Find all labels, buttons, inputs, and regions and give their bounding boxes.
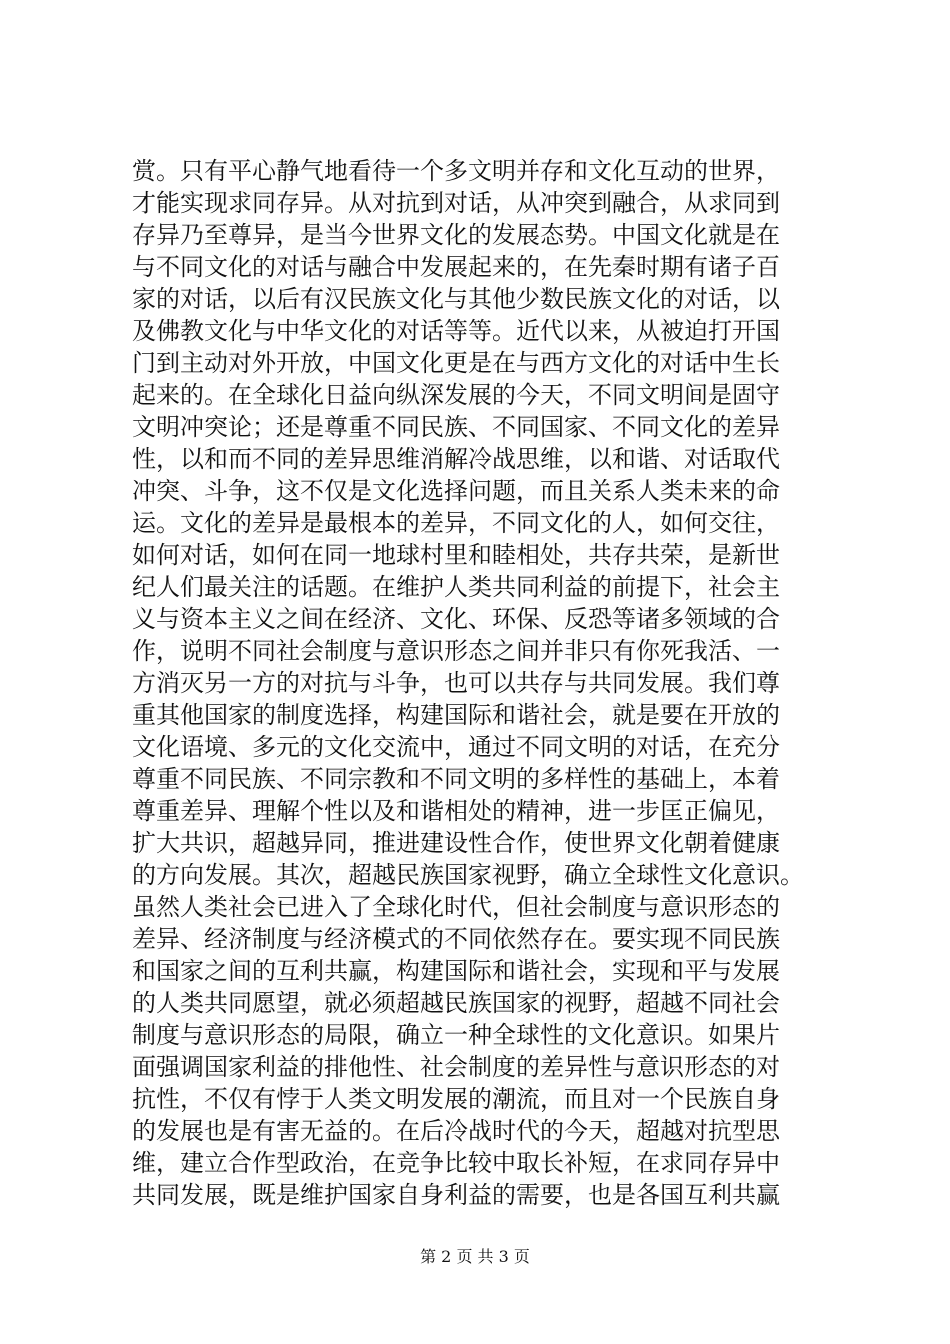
text-line: 性，以和而不同的差异思维消解冷战思维，以和谐、对话取代	[132, 445, 780, 473]
text-line: 方消灭另一方的对抗与斗争，也可以共存与共同发展。我们尊	[132, 669, 780, 697]
text-line: 与不同文化的对话与融合中发展起来的，在先秦时期有诸子百	[132, 253, 780, 281]
text-line: 和国家之间的互利共赢，构建国际和谐社会，实现和平与发展	[132, 957, 780, 985]
text-line: 运。文化的差异是最根本的差异，不同文化的人，如何交往，	[132, 509, 780, 537]
text-line: 文明冲突论；还是尊重不同民族、不同国家、不同文化的差异	[132, 413, 780, 441]
text-line: 的人类共同愿望，就必须超越民族国家的视野，超越不同社会	[132, 989, 780, 1017]
text-line: 如何对话，如何在同一地球村里和睦相处，共存共荣，是新世	[132, 541, 780, 569]
text-line: 尊重差异、理解个性以及和谐相处的精神，进一步匡正偏见，	[132, 797, 780, 825]
text-line: 家的对话，以后有汉民族文化与其他少数民族文化的对话，以	[132, 285, 780, 313]
text-line: 的方向发展。其次，超越民族国家视野，确立全球性文化意识。	[132, 861, 804, 889]
text-line: 的发展也是有害无益的。在后冷战时代的今天，超越对抗型思	[132, 1117, 780, 1145]
text-line: 抗性，不仅有悖于人类文明发展的潮流，而且对一个民族自身	[132, 1085, 780, 1113]
text-line: 重其他国家的制度选择，构建国际和谐社会，就是要在开放的	[132, 701, 780, 729]
text-line: 纪人们最关注的话题。在维护人类共同利益的前提下，社会主	[132, 573, 780, 601]
text-line: 冲突、斗争，这不仅是文化选择问题，而且关系人类未来的命	[132, 477, 780, 505]
text-line: 文化语境、多元的文化交流中，通过不同文明的对话，在充分	[132, 733, 780, 761]
text-line: 才能实现求同存异。从对抗到对话，从冲突到融合，从求同到	[132, 189, 780, 217]
text-line: 作，说明不同社会制度与意识形态之间并非只有你死我活、一	[132, 637, 780, 665]
page-footer: 第 2 页 共 3 页	[420, 1247, 530, 1266]
text-line: 差异、经济制度与经济模式的不同依然存在。要实现不同民族	[132, 925, 780, 953]
text-line: 共同发展，既是维护国家自身利益的需要，也是各国互利共赢	[132, 1181, 780, 1209]
text-line: 尊重不同民族、不同宗教和不同文明的多样性的基础上，本着	[132, 765, 780, 793]
text-line: 赏。只有平心静气地看待一个多文明并存和文化互动的世界，	[132, 157, 780, 185]
text-line: 维，建立合作型政治，在竞争比较中取长补短，在求同存异中	[132, 1149, 780, 1177]
text-line: 及佛教文化与中华文化的对话等等。近代以来，从被迫打开国	[132, 317, 780, 345]
text-line: 面强调国家利益的排他性、社会制度的差异性与意识形态的对	[132, 1053, 780, 1081]
text-line: 虽然人类社会已进入了全球化时代，但社会制度与意识形态的	[132, 893, 780, 921]
body-paragraph	[132, 155, 852, 1211]
text-line: 起来的。在全球化日益向纵深发展的今天，不同文明间是固守	[132, 381, 780, 409]
text-line: 制度与意识形态的局限，确立一种全球性的文化意识。如果片	[132, 1021, 780, 1049]
text-line: 门到主动对外开放，中国文化更是在与西方文化的对话中生长	[132, 349, 780, 377]
text-line: 义与资本主义之间在经济、文化、环保、反恐等诸多领域的合	[132, 605, 780, 633]
text-line: 扩大共识，超越异同，推进建设性合作，使世界文化朝着健康	[132, 829, 780, 857]
text-line: 存异乃至尊异，是当今世界文化的发展态势。中国文化就是在	[132, 221, 780, 249]
